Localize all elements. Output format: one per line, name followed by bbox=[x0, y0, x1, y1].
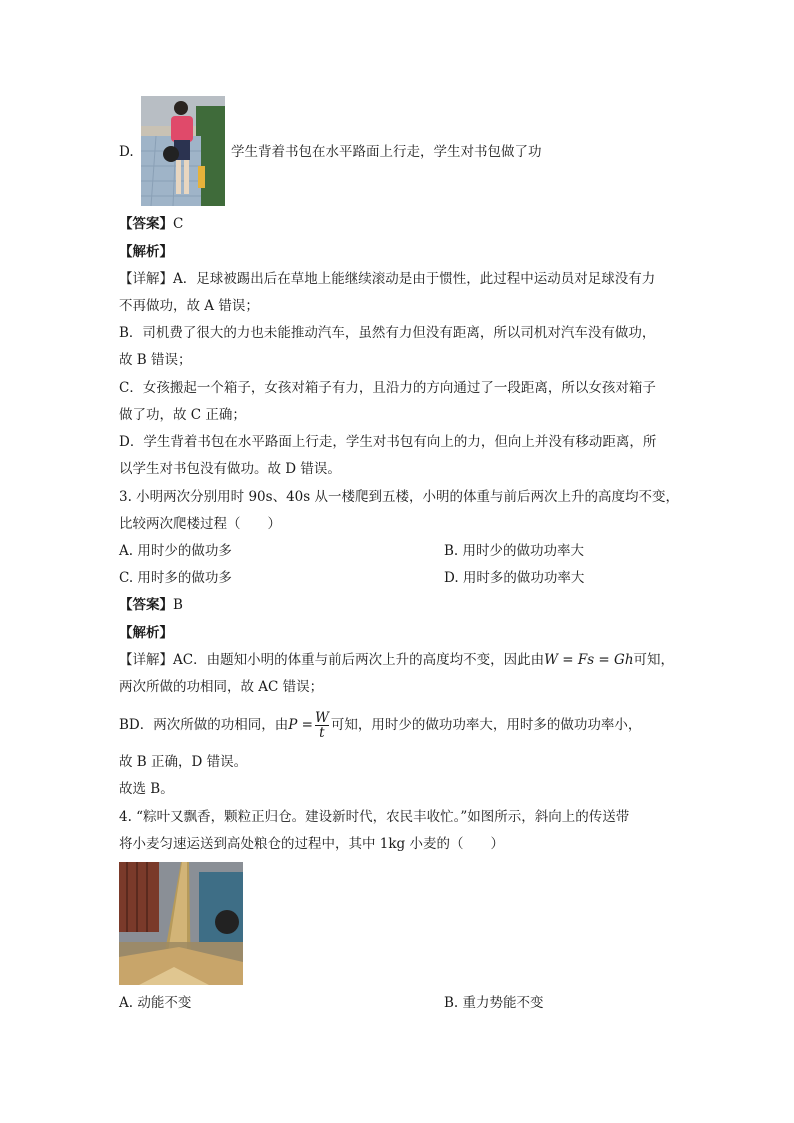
q3-option-b: B. 用时少的做功功率大 bbox=[444, 543, 585, 559]
detail-text: 可知， bbox=[633, 652, 675, 668]
answer-label: 【答案】 bbox=[119, 216, 173, 232]
q3-detail-line: 故 B 正确，D 错误。 bbox=[119, 754, 248, 770]
q2-answer bbox=[119, 214, 183, 234]
fraction-denominator: t bbox=[315, 725, 329, 740]
q4-stem: 将小麦匀速运送到高处粮仓的过程中，其中 1kg 小麦的（ ） bbox=[119, 836, 504, 852]
detail-text: 【详解】AC．由题知小明的体重与前后两次上升的高度均不变，因此由 bbox=[119, 652, 545, 668]
q2-detail-line: B．司机费了很大的力也未能推动汽车，虽然有力但没有距离，所以司机对汽车没有做功， bbox=[119, 325, 656, 341]
conveyor-belt-photo bbox=[119, 862, 243, 985]
q2-detail-line: 做了功，故 C 正确； bbox=[119, 407, 246, 423]
answer-value: B bbox=[173, 597, 183, 613]
q4-option-a: A. 动能不变 bbox=[119, 995, 192, 1011]
q3-detail-line bbox=[119, 708, 641, 742]
q4-stem: 4. “粽叶又飘香，颗粒正归仓。建设新时代，农民丰收忙。”如图所示，斜向上的传送带 bbox=[119, 809, 630, 825]
q3-stem: 3. 小明两次分别用时 90s、40s 从一楼爬到五楼，小明的体重与前后两次上升的高度均不变， bbox=[119, 489, 679, 505]
option-d-text: 学生背着书包在水平路面上行走，学生对书包做了功 bbox=[231, 144, 542, 160]
q3-option-a: A. 用时少的做功多 bbox=[119, 543, 232, 559]
detail-text: 可知，用时少的做功功率大，用时多的做功功率小， bbox=[330, 717, 642, 733]
q2-detail-line: 【详解】A．足球被踢出后在草地上能继续滚动是由于惯性，此过程中运动员对足球没有力 bbox=[119, 271, 656, 287]
answer-value: C bbox=[173, 216, 184, 232]
formula-power: P = bbox=[288, 717, 313, 733]
q3-detail-line: 两次所做的功相同，故 AC 错误； bbox=[119, 679, 324, 695]
q3-conclusion: 故选 B。 bbox=[119, 781, 174, 797]
q2-analysis-label: 【解析】 bbox=[119, 244, 173, 260]
q3-analysis-label: 【解析】 bbox=[119, 625, 173, 641]
q3-option-d: D. 用时多的做功功率大 bbox=[444, 570, 585, 586]
q4-option-b: B. 重力势能不变 bbox=[444, 995, 544, 1011]
fraction-w-over-t bbox=[315, 711, 329, 740]
q2-detail-line: C．女孩搬起一个箱子，女孩对箱子有力，且沿力的方向通过了一段距离，所以女孩对箱子 bbox=[119, 380, 656, 396]
answer-label: 【答案】 bbox=[119, 597, 173, 613]
formula-work: W = Fs = Gh bbox=[544, 652, 634, 668]
q3-stem: 比较两次爬楼过程（ ） bbox=[119, 516, 281, 532]
detail-text: BD．两次所做的功相同，由 bbox=[119, 717, 289, 733]
q2-detail-line: D．学生背着书包在水平路面上行走，学生对书包有向上的力，但向上并没有移动距离，所 bbox=[119, 434, 657, 450]
q2-detail-line: 故 B 错误； bbox=[119, 352, 192, 368]
option-d-letter: D. bbox=[119, 144, 134, 160]
fraction-numerator: W bbox=[314, 710, 329, 726]
q3-detail-line bbox=[119, 650, 674, 670]
q2-detail-line: 以学生对书包没有做功。故 D 错误。 bbox=[119, 461, 341, 477]
q3-answer bbox=[119, 595, 183, 615]
q2-detail-line: 不再做功，故 A 错误； bbox=[119, 298, 259, 314]
q3-option-c: C. 用时多的做功多 bbox=[119, 570, 232, 586]
student-backpack-photo bbox=[141, 96, 225, 206]
